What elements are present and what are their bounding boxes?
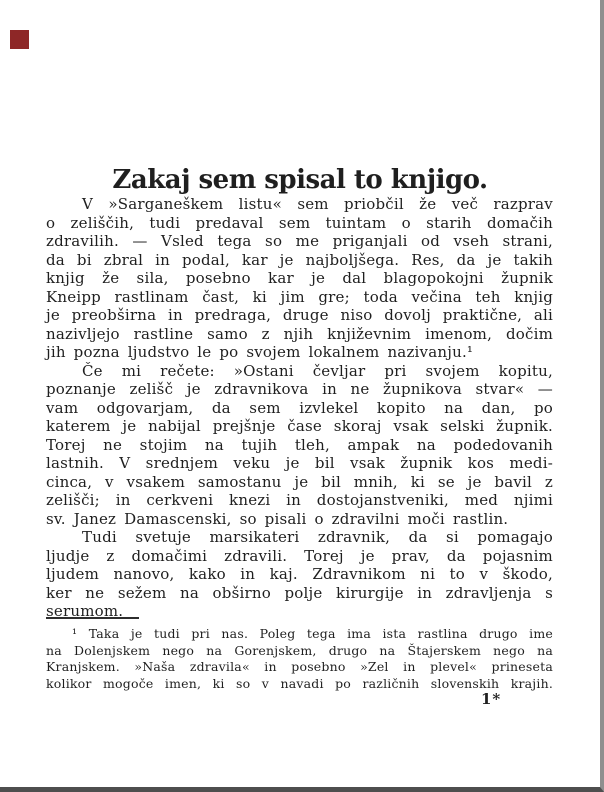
- text-line: Kranjskem. »Naša zdravila« in posebno »Zel in plevel« prineseta: [46, 659, 553, 674]
- footnote-text: [46, 626, 553, 692]
- text-line: katerem je nabijal prejšnje čase skoraj vsak selski župnik.: [46, 417, 553, 435]
- text-line: lastnih. V srednjem veku je bil vsak župnik kos medi-: [46, 454, 553, 472]
- text-line: da bi zbral in podal, kar je najboljšega. Res, da je takih: [46, 250, 553, 269]
- red-square-marker-icon: [10, 30, 29, 49]
- text-line: zelišči; in cerkveni knezi in dostojanstveniki, med njimi: [46, 491, 553, 509]
- text-line: jih pozna ljudstvo le po svojem lokalnem nazivanju.¹: [46, 343, 474, 361]
- footnote-separator-rule: [46, 617, 139, 619]
- text-line: zdravilih. — Vsled tega so me priganjali od vseh strani,: [46, 232, 553, 250]
- text-line: je preobširna in predraga, druge niso dovolj praktične, ali: [46, 306, 553, 324]
- text-line: Tudi svetuje marsikateri zdravnik, da si pomagajo: [82, 528, 553, 546]
- body-text: [46, 195, 553, 621]
- text-line: na Dolenjskem nego na Gorenjskem, drugo na Štajerskem nego na: [46, 642, 553, 658]
- text-line: o zeliščih, tudi predaval sem tuintam o starih domačih: [46, 213, 553, 232]
- text-line: Če mi rečete: »Ostani čevljar pri svojem kopitu,: [82, 361, 553, 380]
- text-line: Kneipp rastlinam čast, ki jim gre; toda večina teh knjig: [46, 287, 553, 306]
- text-line: ¹ Taka je tudi pri nas. Poleg tega ima ista rastlina drugo ime: [72, 626, 553, 641]
- text-line: ljudem nanovo, kako in kaj. Zdravnikom ni to v škodo,: [46, 565, 553, 583]
- page-signature-mark: 1*: [481, 690, 502, 708]
- text-line: vam odgovarjam, da sem izvlekel kopito na dan, po: [46, 398, 553, 417]
- text-line: V »Sarganeškem listu« sem priobčil že več razprav: [82, 195, 553, 213]
- text-line: Torej ne stojim na tujih tleh, ampak na podedovanih: [46, 435, 553, 454]
- text-line: kolikor mogoče imen, ki so v navadi po različnih slovenskih krajih.: [46, 675, 553, 691]
- text-line: sv. Janez Damascenski, so pisali o zdravilni moči rastlin.: [46, 509, 509, 528]
- text-line: knjig že sila, posebno kar je dal blagopokojni župnik: [46, 269, 553, 287]
- text-line: cinca, v vsakem samostanu je bil mnih, ki se je bavil z: [46, 472, 553, 491]
- text-line: ljudje z domačimi zdravili. Torej je prav, da pojasnim: [46, 546, 553, 565]
- text-line: poznanje zelišč je zdravnikova in ne župnikova stvar« —: [46, 380, 553, 398]
- text-line: nazivljejo rastline samo z njih književnim imenom, dočim: [46, 324, 553, 343]
- text-line: serumom.: [46, 602, 124, 620]
- text-line: ker ne sežem na obširno polje kirurgije in zdravljenja s: [46, 583, 553, 602]
- page-title: Zakaj sem spisal to knjigo.: [112, 165, 488, 196]
